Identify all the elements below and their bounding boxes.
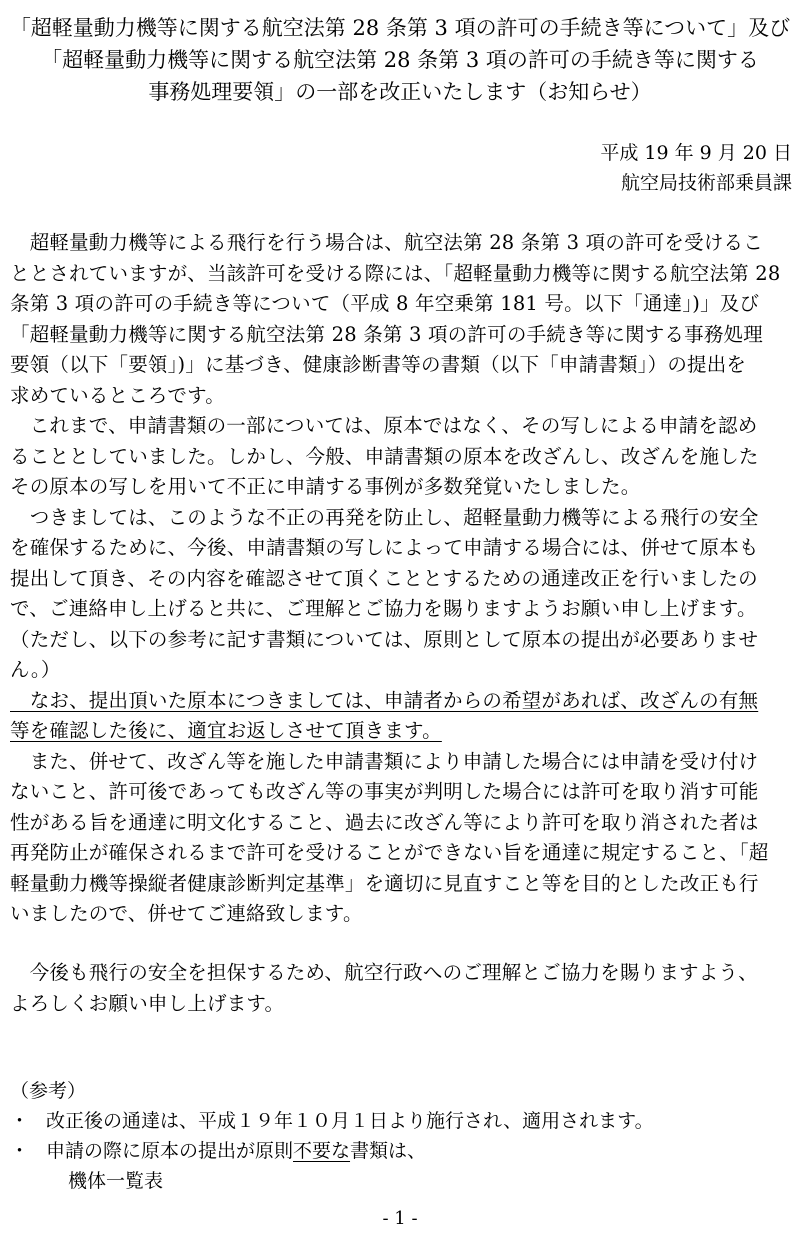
document-title [0, 12, 800, 108]
text-line: つきましては、このような不正の再発を防止し、超軽量動力機等による飛行の安全 [10, 505, 759, 529]
text-line: で、ご連絡申し上げると共に、ご理解とご協力を賜りますようお願い申し上げます。 [10, 597, 757, 620]
text-line: 今後も飛行の安全を担保するため、航空行政へのご理解とご協力を賜りますよう、 [10, 961, 758, 984]
reference-item-text: 改正後の通達は、平成１９年１０月１日より施行され、適用されます。 [46, 1110, 654, 1132]
page-number: - 1 - [382, 1208, 418, 1229]
text-line: 「超軽量動力機等に関する航空法第 28 条第 3 項の許可の手続き等に関する事務処理 [10, 322, 763, 346]
title-line-3: 事務処理要領」の一部を改正いたします（お知らせ） [148, 80, 652, 104]
text-line: 再発防止が確保されるまで許可を受けることができない旨を通達に規定すること、「超 [10, 841, 769, 864]
text-line: を確保するために、今後、申請書類の写しによって申請する場合には、併せて原本も [10, 536, 759, 559]
reference-item [10, 1136, 794, 1166]
text-line: 提出して頂き、その内容を確認させて頂くこととするための通達改正を行いましたの [10, 566, 758, 590]
underlined-text: 等を確認した後に、適宜お返しさせて頂きます。 [10, 719, 442, 742]
reference-item-text-start: 申請の際に原本の提出が原則 [46, 1140, 294, 1162]
title-line-2: 「超軽量動力機等に関する航空法第 28 条第 3 項の許可の手続き等に関する [41, 48, 759, 72]
underlined-text-line [10, 686, 794, 717]
reference-item-text [46, 1136, 426, 1166]
text-line: これまで、申請書類の一部については、原本ではなく、その写しによる申請を認め [10, 414, 758, 437]
title-line-1: 「超軽量動力機等に関する航空法第 28 条第 3 項の許可の手続き等について」及び [9, 16, 791, 40]
underlined-text: 不要な [293, 1140, 351, 1162]
text-line: ん。） [10, 658, 61, 681]
underlined-text-line [10, 716, 794, 747]
bullet-icon: ・ [10, 1110, 30, 1132]
reference-section [10, 1076, 794, 1196]
text-line: 条第 3 項の許可の手続き等について（平成 8 年空乗第 181 号。以下「通達」)」及び [10, 292, 760, 315]
paragraph-closing [10, 958, 794, 1019]
text-line: 超軽量動力機等による飛行を行う場合は、航空法第 28 条第 3 項の許可を受けるこ [10, 231, 763, 254]
text-line: ととされていますが、当該許可を受ける際には、「超軽量動力機等に関する航空法第 28 [10, 261, 781, 285]
text-line: その原本の写しを用いて不正に申請する事例が多数発覚いたしました。 [10, 475, 641, 498]
text-line: 求めているところです。 [10, 383, 225, 407]
text-line: 軽量動力機等操縦者健康診断判定基準」を適切に見直すこと等を目的とした改正も行 [10, 871, 759, 895]
text-line: 性がある旨を通達に明文化すること、過去に改ざん等により許可を取り消された者は [10, 810, 759, 834]
issuer-name: 航空局技術部乗員課 [620, 172, 792, 194]
bullet-icon: ・ [10, 1140, 30, 1162]
paragraph-intro [10, 228, 794, 930]
reference-item-text-end: 書類は、 [350, 1140, 427, 1162]
text-line: （ただし、以下の参考に記す書類については、原則として原本の提出が必要ありませ [10, 627, 759, 651]
text-line: ることとしていました。しかし、今般、申請書類の原本を改ざんし、改ざんを施した [10, 444, 759, 468]
text-line: いましたので、併せてご連絡致します。 [10, 902, 363, 925]
text-line: 要領（以下「要領」)」に基づき、健康診断書等の書類（以下「申請書類」）の提出を [10, 353, 747, 376]
document-meta [600, 138, 792, 198]
text-line: ないこと、許可後であっても改ざん等の事実が判明した場合には許可を取り消す可能 [10, 780, 759, 803]
text-line: よろしくお願い申し上げます。 [10, 991, 285, 1015]
reference-item [10, 1106, 794, 1136]
reference-subitem: 機体一覧表 [68, 1170, 164, 1192]
reference-heading: （参考） [10, 1080, 87, 1102]
text-line: また、併せて、改ざん等を施した申請書類により申請した場合には申請を受け付け [10, 749, 759, 773]
issue-date: 平成 19 年 9 月 20 日 [600, 142, 792, 164]
underlined-text: なお、提出頂いた原本につきましては、申請者からの希望があれば、改ざんの有無 [10, 688, 759, 712]
